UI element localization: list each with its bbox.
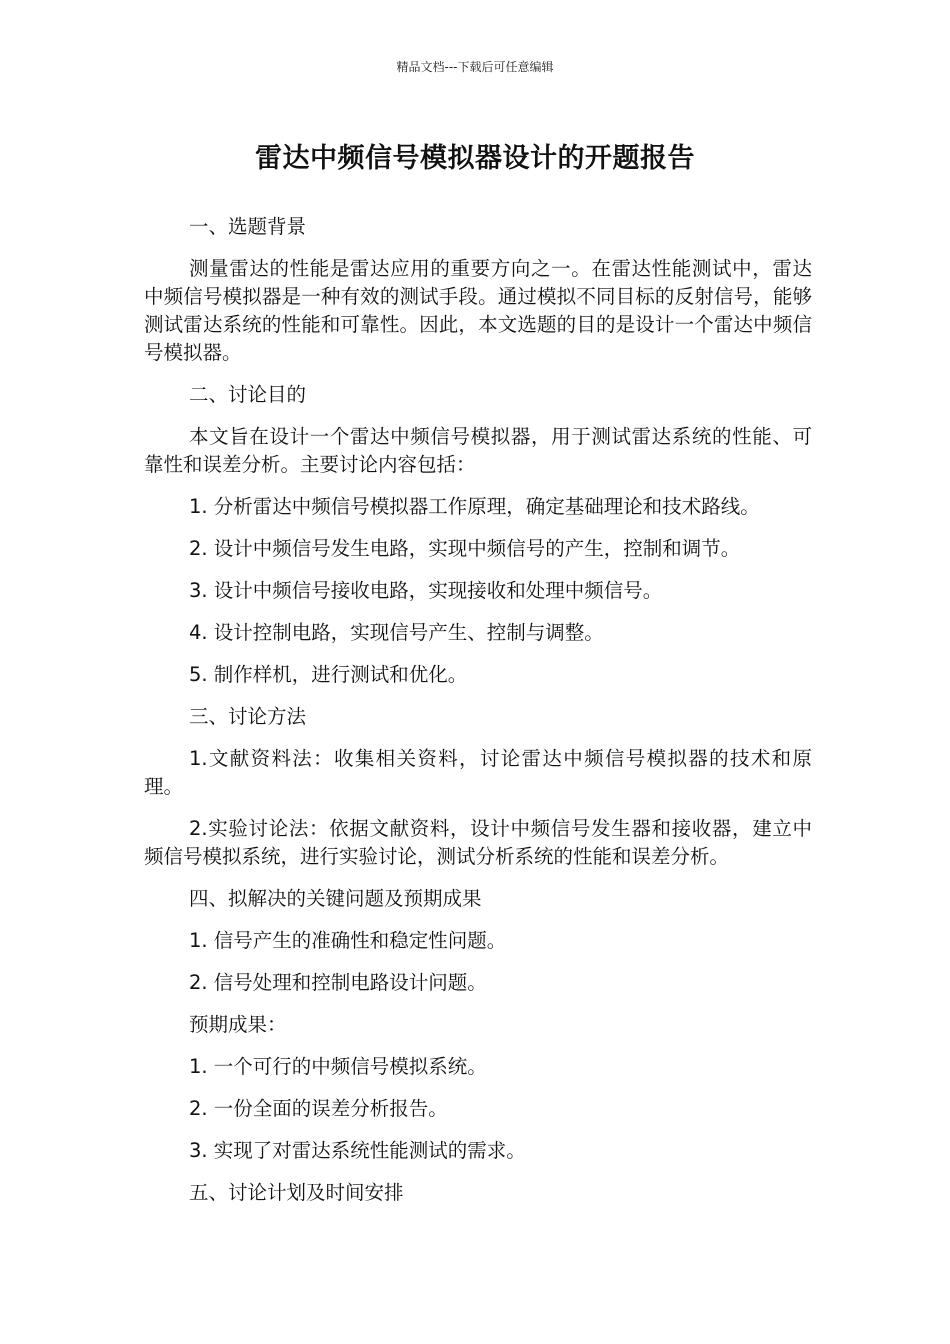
document-body [144,213,812,1221]
list-item: 4. 设计控制电路，实现信号产生、控制与调整。 [189,621,604,644]
list-item: 3. 实现了对雷达系统性能测试的需求。 [189,1139,526,1162]
section-heading-background: 一、选题背景 [189,215,307,238]
paragraph-method-literature: 1.文献资料法：收集相关资料，讨论雷达中频信号模拟器的技术和原理。 [144,747,812,798]
list-item: 1. 一个可行的中频信号模拟系统。 [189,1055,487,1078]
list-item: 2. 一份全面的误差分析报告。 [189,1097,448,1120]
list-item: 1. 分析雷达中频信号模拟器工作原理，确定基础理论和技术路线。 [189,495,760,518]
expected-results-label: 预期成果： [189,1013,287,1036]
header-note: 精品文档---下载后可任意编辑 [396,60,554,74]
list-item: 1. 信号产生的准确性和稳定性问题。 [189,929,507,952]
section-heading-key-issues: 四、拟解决的关键问题及预期成果 [189,887,482,910]
paragraph-background: 测量雷达的性能是雷达应用的重要方向之一。在雷达性能测试中，雷达中频信号模拟器是一种有效的测试手段。通过模拟不同目标的反射信号，能够测试雷达系统的性能和可靠性。因此，本文选题的目的是设计一个雷达中频信号模拟器。 [144,257,812,364]
list-item: 2. 设计中频信号发生电路，实现中频信号的产生，控制和调节。 [189,537,741,560]
list-item: 5. 制作样机，进行测试和优化。 [189,663,468,686]
document-title: 雷达中频信号模拟器设计的开题报告 [255,143,695,174]
paragraph-method-experiment: 2.实验讨论法：依据文献资料，设计中频信号发生器和接收器，建立中频信号模拟系统，进行实验讨论，测试分析系统的性能和误差分析。 [144,817,812,868]
list-item: 2. 信号处理和控制电路设计问题。 [189,971,487,994]
section-heading-method: 三、讨论方法 [189,705,307,728]
paragraph-purpose: 本文旨在设计一个雷达中频信号模拟器，用于测试雷达系统的性能、可靠性和误差分析。主要讨论内容包括： [144,425,812,476]
section-heading-purpose: 二、讨论目的 [189,383,307,406]
section-heading-schedule: 五、讨论计划及时间安排 [189,1181,404,1204]
list-item: 3. 设计中频信号接收电路，实现接收和处理中频信号。 [189,579,663,602]
